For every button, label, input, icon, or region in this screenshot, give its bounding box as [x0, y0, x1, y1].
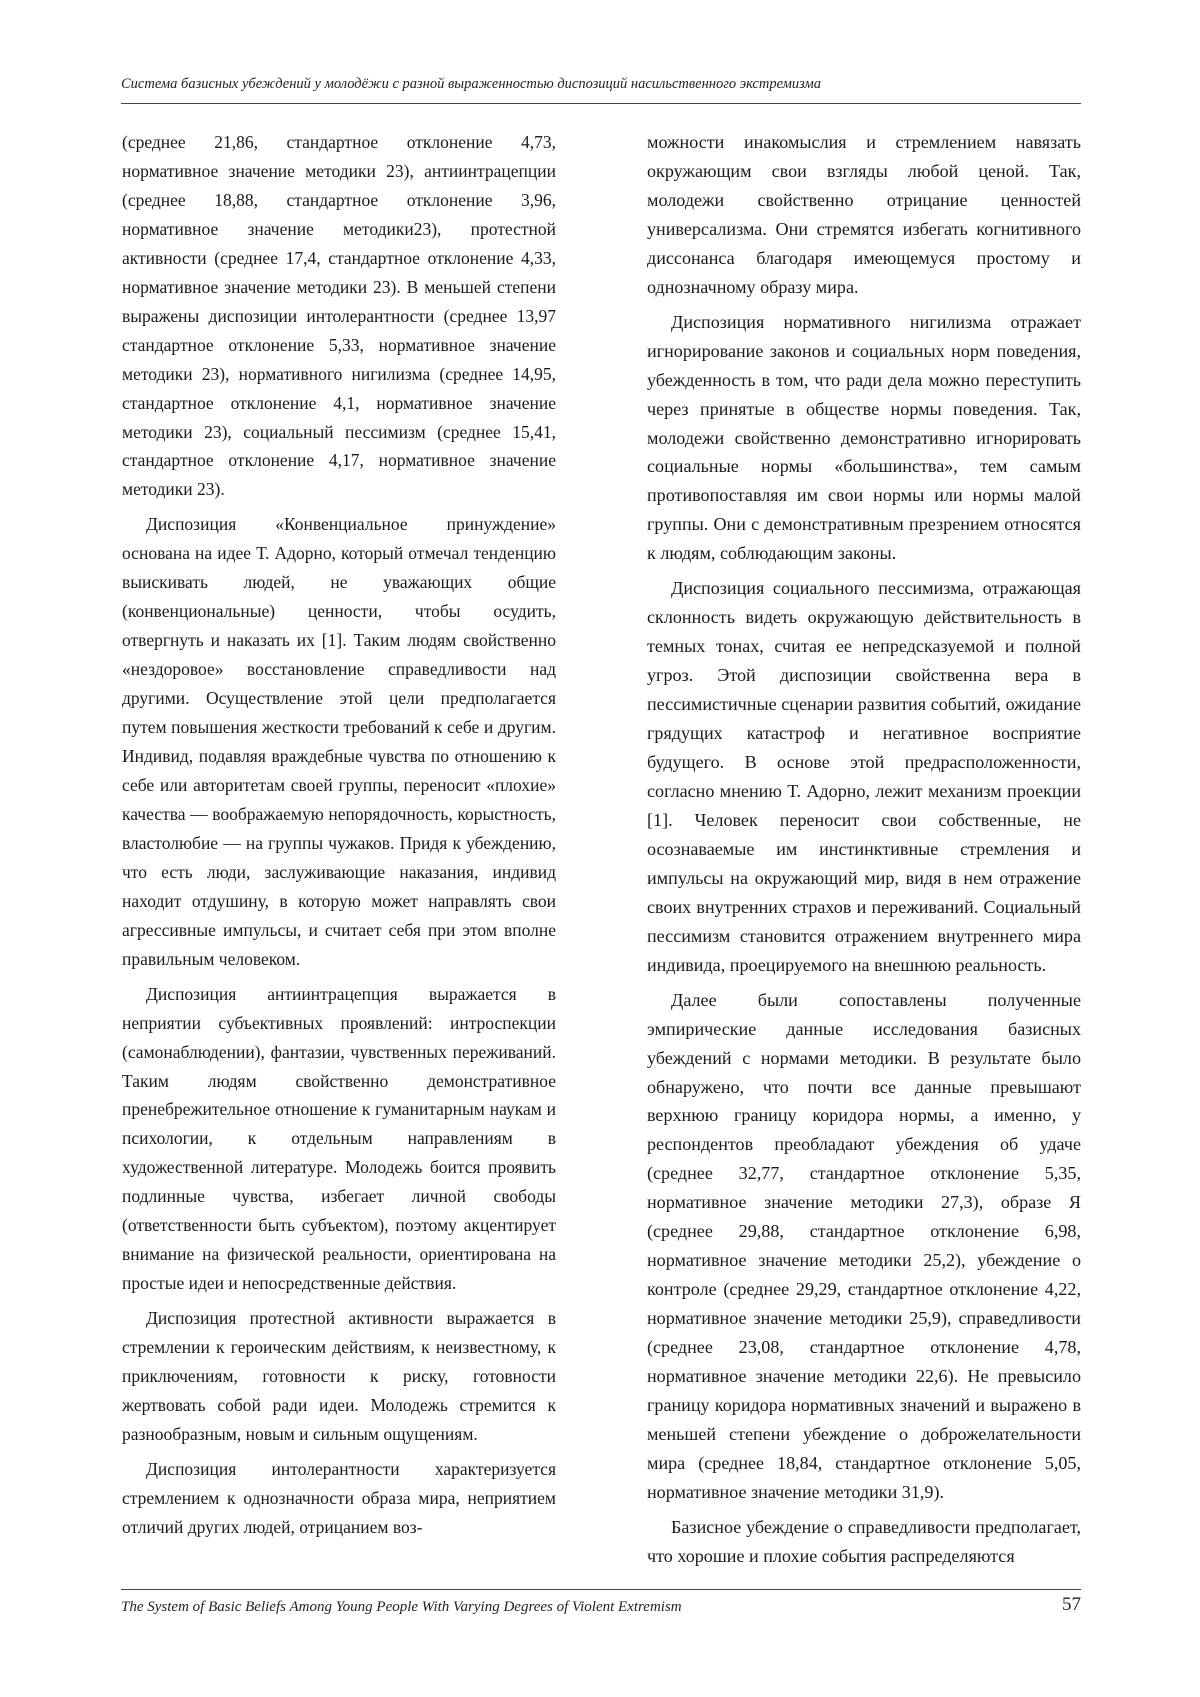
paragraph: Диспозиция социального пессимизма, отражающая склонность видеть окружающую действительность в темных тонах, считая ее непредсказуемой и полной угроз. Этой диспозиции свойственна вера в пессимистичные сценарии развития событий, ожидание грядущих катастроф и негативное восприятие будущего. В основе этой предрасположенности, согласно мнению Т. Адорно, лежит механизм проекции [1]. Человек переносит свои собственные, не осознаваемые им инстинктивные стремления и импульсы на окружающий мир, видя в нем отражение своих внутренних страхов и переживаний. Социальный пессимизм становится отражением внутреннего мира индивида, проецируемого на внешнюю реальность.: [647, 578, 1081, 975]
page-number: 57: [1062, 1594, 1081, 1615]
paragraph: Диспозиция интолерантности характеризуется стремлением к однозначности образа мира, неприятием отличий других людей, отрицанием воз-: [122, 1458, 556, 1537]
right-column: [647, 128, 1081, 1577]
paragraph: Диспозиция протестной активности выражается в стремлении к героическим действиям, к неизвестному, к приключениям, готовности к риску, готовности жертвовать собой ради идеи. Молодежь стремится к разнообразным, новым и сильным ощущениям.: [122, 1308, 556, 1444]
paragraph: Базисное убеждение о справедливости предполагает, что хорошие и плохие события распределяются: [647, 1516, 1081, 1566]
paragraph: Диспозиция нормативного нигилизма отражает игнорирование законов и социальных норм поведения, убежденность в том, что ради дела можно переступить через принятые в обществе нормы поведения. Так, молодежи свойственно демонстративно игнорировать социальные нормы «большинства», тем самым противопоставляя им свои нормы или нормы малой группы. Они с демонстративным презрением относятся к людям, соблюдающим законы.: [647, 311, 1081, 564]
footer-rule: [121, 1589, 1081, 1590]
header-rule: [121, 103, 1081, 104]
paragraph: Далее были сопоставлены полученные эмпирические данные исследования базисных убеждений с нормами методики. В результате было обнаружено, что почти все данные превышают верхнюю границу коридора нормы, а именно, у респондентов преобладают убеждения об удаче (среднее 32,77, стандартное отклонение 5,35, нормативное значение методики 27,3), образе Я (среднее 29,88, стандартное отклонение 6,98, нормативное значение методики 25,2), убеждение о контроле (среднее 29,29, стандартное отклонение 4,22, нормативное значение методики 25,9), справедливости (среднее 23,08, стандартное отклонение 4,78, нормативное значение методики 22,6). Не превысило границу коридора нормативных значений и выражено в меньшей степени убеждение о доброжелательности мира (среднее 18,84, стандартное отклонение 5,05, нормативное значение методики 31,9).: [647, 989, 1081, 1502]
running-title: Система базисных убеждений у молодёжи с разной выраженностью диспозиций насильственного экстремизма: [121, 76, 821, 92]
left-column: [122, 128, 556, 1548]
paragraph: (среднее 21,86, стандартное отклонение 4,73, нормативное значение методики 23), антиинтрацепции (среднее 18,88, стандартное отклонение 3,96, нормативное значение методики23), протестной активности (среднее 17,4, стандартное отклонение 4,33, нормативное значение методики 23). В меньшей степени выражены диспозиции интолерантности (среднее 13,97 стандартное отклонение 5,33, нормативное значение методики 23), нормативного нигилизма (среднее 14,95, стандартное отклонение 4,1, нормативное значение методики 23), социальный пессимизм (среднее 15,41, стандартное отклонение 4,17, нормативное значение методики 23).: [122, 132, 556, 500]
footer-english-title: The System of Basic Beliefs Among Young People With Varying Degrees of Violent Extremism: [121, 1599, 682, 1615]
paragraph: Диспозиция антиинтрацепция выражается в неприятии субъективных проявлений: интроспекции (самонаблюдении), фантазии, чувственных переживаний. Таким людям свойственно демонстративное пренебрежительное отношение к гуманитарным наукам и психологии, к отдельным направлениям в художественной литературе. Молодежь боится проявить подлинные чувства, избегает личной свободы (ответственности быть субъектом), поэтому акцентирует внимание на физической реальности, ориентирована на простые идеи и непосредственные действия.: [122, 983, 556, 1294]
paragraph: Диспозиция «Конвенциальное принуждение» основана на идее Т. Адорно, который отмечал тенденцию выискивать людей, не уважающих общие (конвенциональные) ценности, чтобы осудить, отвергнуть и наказать их [1]. Таким людям свойственно «нездоровое» восстановление справедливости над другими. Осуществление этой цели предполагается путем повышения жесткости требований к себе и другим. Индивид, подавляя враждебные чувства по отношению к себе или авторитетам своей группы, переносит «плохие» качества — воображаемую непорядочность, корыстность, властолюбие — на группы чужаков. Придя к убеждению, что есть люди, заслуживающие наказания, индивид находит отдушину, в которую может направлять свои агрессивные импульсы, и считает себя при этом вполне правильным человеком.: [122, 514, 556, 969]
paragraph: можности инакомыслия и стремлением навязать окружающим свои взгляды любой ценой. Так, молодежи свойственно отрицание ценностей универсализма. Они стремятся избегать когнитивного диссонанса благодаря имеющемуся простому и однозначному образу мира.: [647, 132, 1081, 297]
